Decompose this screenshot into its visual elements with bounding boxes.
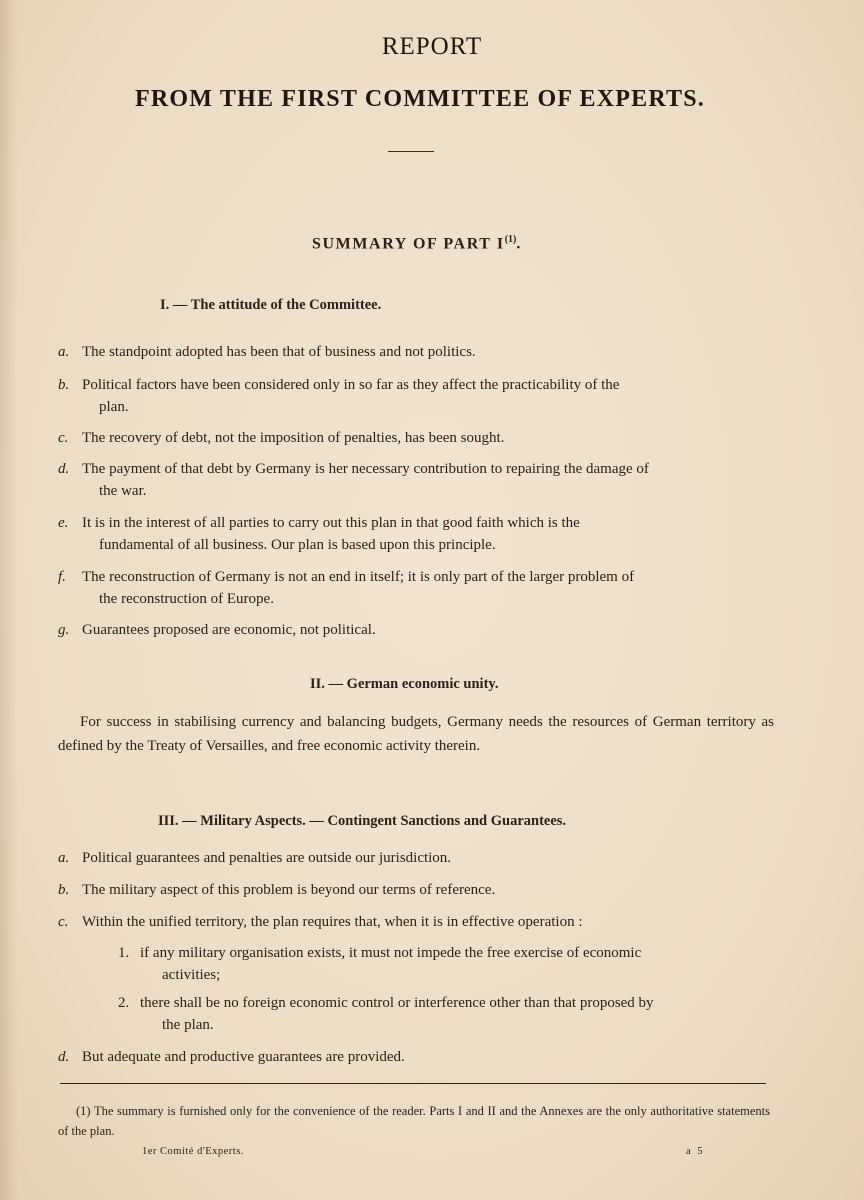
list-item bbox=[58, 427, 774, 449]
footnote-text: (1) The summary is furnished only for the convenience of the reader. Parts I and II and the Annexes are the only authoritative statements of the plan. bbox=[58, 1104, 770, 1138]
item-marker: f. bbox=[58, 569, 66, 585]
subitem-text-continued: the plan. bbox=[162, 1017, 214, 1033]
item-text: The payment of that debt by Germany is her necessary contribution to repairing the damage of bbox=[82, 461, 649, 477]
list-item bbox=[58, 458, 774, 502]
subitem-text: there shall be no foreign economic control or interference other than that proposed by bbox=[140, 995, 654, 1011]
item-text: Guarantees proposed are economic, not political. bbox=[82, 622, 376, 638]
list-item bbox=[58, 341, 774, 363]
item-text: The standpoint adopted has been that of business and not politics. bbox=[82, 344, 476, 360]
item-marker: c. bbox=[58, 914, 69, 930]
section-1-heading: I. — The attitude of the Committee. bbox=[160, 297, 382, 313]
report-title: REPORT bbox=[381, 33, 483, 60]
sub-list-item bbox=[118, 992, 774, 1036]
item-text: Political factors have been considered only in so far as they affect the practicability of the bbox=[82, 377, 620, 393]
report-subtitle: FROM THE FIRST COMMITTEE OF EXPERTS. bbox=[135, 86, 705, 112]
item-text: The reconstruction of Germany is not an end in itself; it is only part of the larger problem of bbox=[82, 569, 635, 585]
summary-heading-period: . bbox=[516, 235, 522, 253]
item-marker: d. bbox=[58, 461, 70, 477]
summary-heading-text: SUMMARY OF PART I bbox=[311, 235, 505, 253]
item-marker: b. bbox=[58, 882, 70, 898]
committee-signature: 1er Comité d'Experts. bbox=[142, 1146, 244, 1157]
item-text: Within the unified territory, the plan requires that, when it is in effective operation : bbox=[82, 914, 583, 930]
page-edge-shadow bbox=[0, 0, 18, 1200]
item-marker: a. bbox=[58, 344, 70, 360]
summary-heading bbox=[0, 234, 834, 253]
section-2-heading: II. — German economic unity. bbox=[310, 676, 499, 692]
title-divider bbox=[388, 151, 434, 152]
list-item bbox=[58, 1046, 774, 1068]
list-item bbox=[58, 911, 774, 933]
subitem-number: 2. bbox=[118, 995, 130, 1011]
item-marker: e. bbox=[58, 515, 69, 531]
item-text-continued: the war. bbox=[99, 483, 147, 499]
item-marker: d. bbox=[58, 1049, 70, 1065]
list-item bbox=[58, 879, 774, 901]
item-text: The recovery of debt, not the imposition of penalties, has been sought. bbox=[82, 430, 505, 446]
item-marker: g. bbox=[58, 622, 70, 638]
list-item bbox=[58, 566, 774, 610]
item-text-continued: plan. bbox=[99, 399, 129, 415]
item-text-continued: fundamental of all business. Our plan is based upon this principle. bbox=[99, 537, 496, 553]
footnote bbox=[58, 1101, 770, 1141]
item-marker: c. bbox=[58, 430, 69, 446]
item-text-continued: the reconstruction of Europe. bbox=[99, 591, 274, 607]
subitem-text: if any military organisation exists, it must not impede the free exercise of economic bbox=[140, 945, 642, 961]
section-3-heading: III. — Military Aspects. — Contingent Sanctions and Guarantees. bbox=[158, 813, 567, 829]
item-text: It is in the interest of all parties to carry out this plan in that good faith which is the bbox=[82, 515, 580, 531]
section-2-paragraph bbox=[58, 710, 774, 758]
list-item bbox=[58, 512, 774, 556]
sub-list-item bbox=[118, 942, 774, 986]
list-item bbox=[58, 374, 774, 418]
list-item bbox=[58, 847, 774, 869]
item-text: Political guarantees and penalties are outside our jurisdiction. bbox=[82, 850, 452, 866]
item-marker: b. bbox=[58, 377, 70, 393]
item-marker: a. bbox=[58, 850, 70, 866]
item-text: But adequate and productive guarantees are provided. bbox=[82, 1049, 405, 1065]
paragraph-text: For success in stabilising currency and balancing budgets, Germany needs the resources of German territory as defined by the Treaty of Versailles, and free economic activity therein. bbox=[58, 714, 774, 754]
footnote-divider bbox=[60, 1083, 766, 1084]
subitem-number: 1. bbox=[118, 945, 130, 961]
list-item bbox=[58, 619, 774, 641]
summary-footnote-mark: (1) bbox=[504, 234, 517, 245]
item-text: The military aspect of this problem is beyond our terms of reference. bbox=[82, 882, 496, 898]
subitem-text-continued: activities; bbox=[162, 967, 221, 983]
page-marker: a 5 bbox=[686, 1146, 705, 1157]
